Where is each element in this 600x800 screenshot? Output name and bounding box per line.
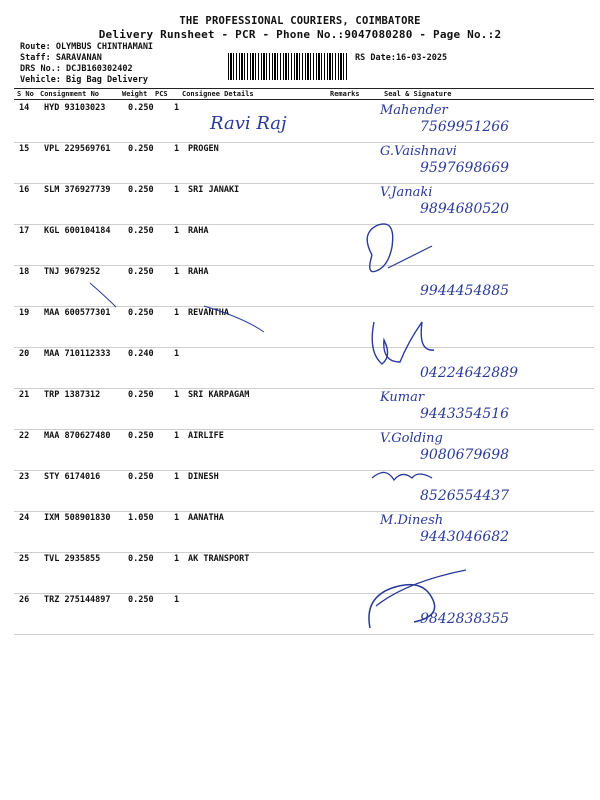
consignee-cell: REVANTHA (188, 308, 229, 318)
pcs-cell: 1 (174, 226, 180, 236)
weight-cell: 0.250 (128, 267, 154, 277)
consignment-cell: KGL 600104184 (44, 226, 111, 236)
consignment-cell: TRZ 275144897 (44, 595, 111, 605)
consignment-cell: VPL 229569761 (44, 144, 111, 154)
vehicle-label: Vehicle: Big Bag Delivery (20, 75, 148, 85)
pcs-cell: 1 (174, 431, 180, 441)
col-consignee: Consignee Details (182, 90, 254, 98)
consignment-cell: IXM 508901830 (44, 513, 111, 523)
weight-cell: 1.050 (128, 513, 154, 523)
handwritten-signature: Mahender (380, 103, 448, 118)
runsheet-subtitle: Delivery Runsheet - PCR - Phone No.:9047080280 - Page No.:2 (98, 28, 502, 41)
sno-cell: 25 (19, 554, 30, 564)
pcs-cell: 1 (174, 185, 180, 195)
weight-cell: 0.250 (128, 308, 154, 318)
sno-cell: 21 (19, 390, 30, 400)
rs-date: RS Date:16-03-2025 (355, 53, 448, 63)
consignee-cell: AK TRANSPORT (188, 554, 250, 564)
sno-cell: 15 (19, 144, 30, 154)
pcs-cell: 1 (174, 595, 180, 605)
sno-cell: 14 (19, 103, 30, 113)
sno-cell: 22 (19, 431, 30, 441)
handwritten-phone: 9894680520 (420, 201, 510, 217)
sno-cell: 19 (19, 308, 30, 318)
handwritten-signature: V.Golding (380, 431, 443, 446)
consignment-cell: TVL 2935855 (44, 554, 101, 564)
handwritten-signature: V.Janaki (380, 185, 433, 200)
handwritten-signature: M.Dinesh (380, 513, 444, 528)
company-title: THE PROFESSIONAL COURIERS, COIMBATORE (179, 15, 421, 27)
consignment-cell: MAA 710112333 (44, 349, 111, 359)
sno-cell: 23 (19, 472, 30, 482)
pcs-cell: 1 (174, 144, 180, 154)
handwritten-phone: 04224642889 (420, 365, 518, 381)
consignee-cell: SRI KARPAGAM (188, 390, 250, 400)
sno-cell: 24 (19, 513, 30, 523)
col-remarks: Remarks (330, 90, 360, 98)
staff-label: Staff: SARAVANAN (20, 53, 102, 63)
consignee-cell: PROGEN (188, 144, 219, 154)
weight-cell: 0.250 (128, 226, 154, 236)
col-seal: Seal & Signature (384, 90, 452, 98)
consignee-cell: AANATHA (188, 513, 224, 523)
consignment-cell: TNJ 9679252 (44, 267, 101, 277)
handwritten-phone: 9443046682 (420, 529, 510, 545)
handwritten-signature: G.Vaishnavi (380, 144, 457, 159)
weight-cell: 0.250 (128, 185, 154, 195)
handwritten-phone: 8526554437 (420, 488, 510, 504)
weight-cell: 0.250 (128, 472, 154, 482)
consignment-cell: HYD 93103023 (44, 103, 106, 113)
col-pcs: PCS (155, 90, 168, 98)
handwritten-phone: 9597698669 (420, 160, 510, 176)
drs-number: DRS No.: DCJB160302402 (20, 64, 133, 74)
handwritten-phone: 7569951266 (420, 119, 510, 135)
consignment-cell: MAA 870627480 (44, 431, 111, 441)
pcs-cell: 1 (174, 103, 180, 113)
handwritten-phone: 9443354516 (420, 406, 510, 422)
pcs-cell: 1 (174, 554, 180, 564)
pcs-cell: 1 (174, 267, 180, 277)
consignee-cell: RAHA (188, 267, 209, 277)
weight-cell: 0.250 (128, 103, 154, 113)
consignee-cell: DINESH (188, 472, 219, 482)
col-consignment: Consignment No (40, 90, 100, 98)
weight-cell: 0.250 (128, 595, 154, 605)
col-sno: S No (17, 90, 34, 98)
pcs-cell: 1 (174, 472, 180, 482)
route-label: Route: OLYMBUS CHINTHAMANI (20, 42, 154, 52)
weight-cell: 0.250 (128, 431, 154, 441)
sno-cell: 26 (19, 595, 30, 605)
pcs-cell: 1 (174, 349, 180, 359)
pcs-cell: 1 (174, 390, 180, 400)
consignee-cell: SRI JANAKI (188, 185, 240, 195)
sno-cell: 20 (19, 349, 30, 359)
sno-cell: 17 (19, 226, 30, 236)
consignment-cell: STY 6174016 (44, 472, 101, 482)
weight-cell: 0.250 (128, 144, 154, 154)
consignee-cell: AIRLIFE (188, 431, 224, 441)
col-weight: Weight (122, 90, 148, 98)
weight-cell: 0.240 (128, 349, 154, 359)
handwritten-phone: 9842838355 (420, 611, 510, 627)
consignment-cell: SLM 376927739 (44, 185, 111, 195)
weight-cell: 0.250 (128, 554, 154, 564)
pcs-cell: 1 (174, 308, 180, 318)
handwritten-remark: Ravi Raj (210, 113, 287, 134)
weight-cell: 0.250 (128, 390, 154, 400)
handwritten-phone: 9944454885 (420, 283, 510, 299)
consignment-cell: TRP 1387312 (44, 390, 101, 400)
handwritten-phone: 9080679698 (420, 447, 510, 463)
sno-cell: 16 (19, 185, 30, 195)
sno-cell: 18 (19, 267, 30, 277)
consignment-cell: MAA 600577301 (44, 308, 111, 318)
handwritten-signature: Kumar (380, 390, 425, 405)
consignee-cell: RAHA (188, 226, 209, 236)
pcs-cell: 1 (174, 513, 180, 523)
